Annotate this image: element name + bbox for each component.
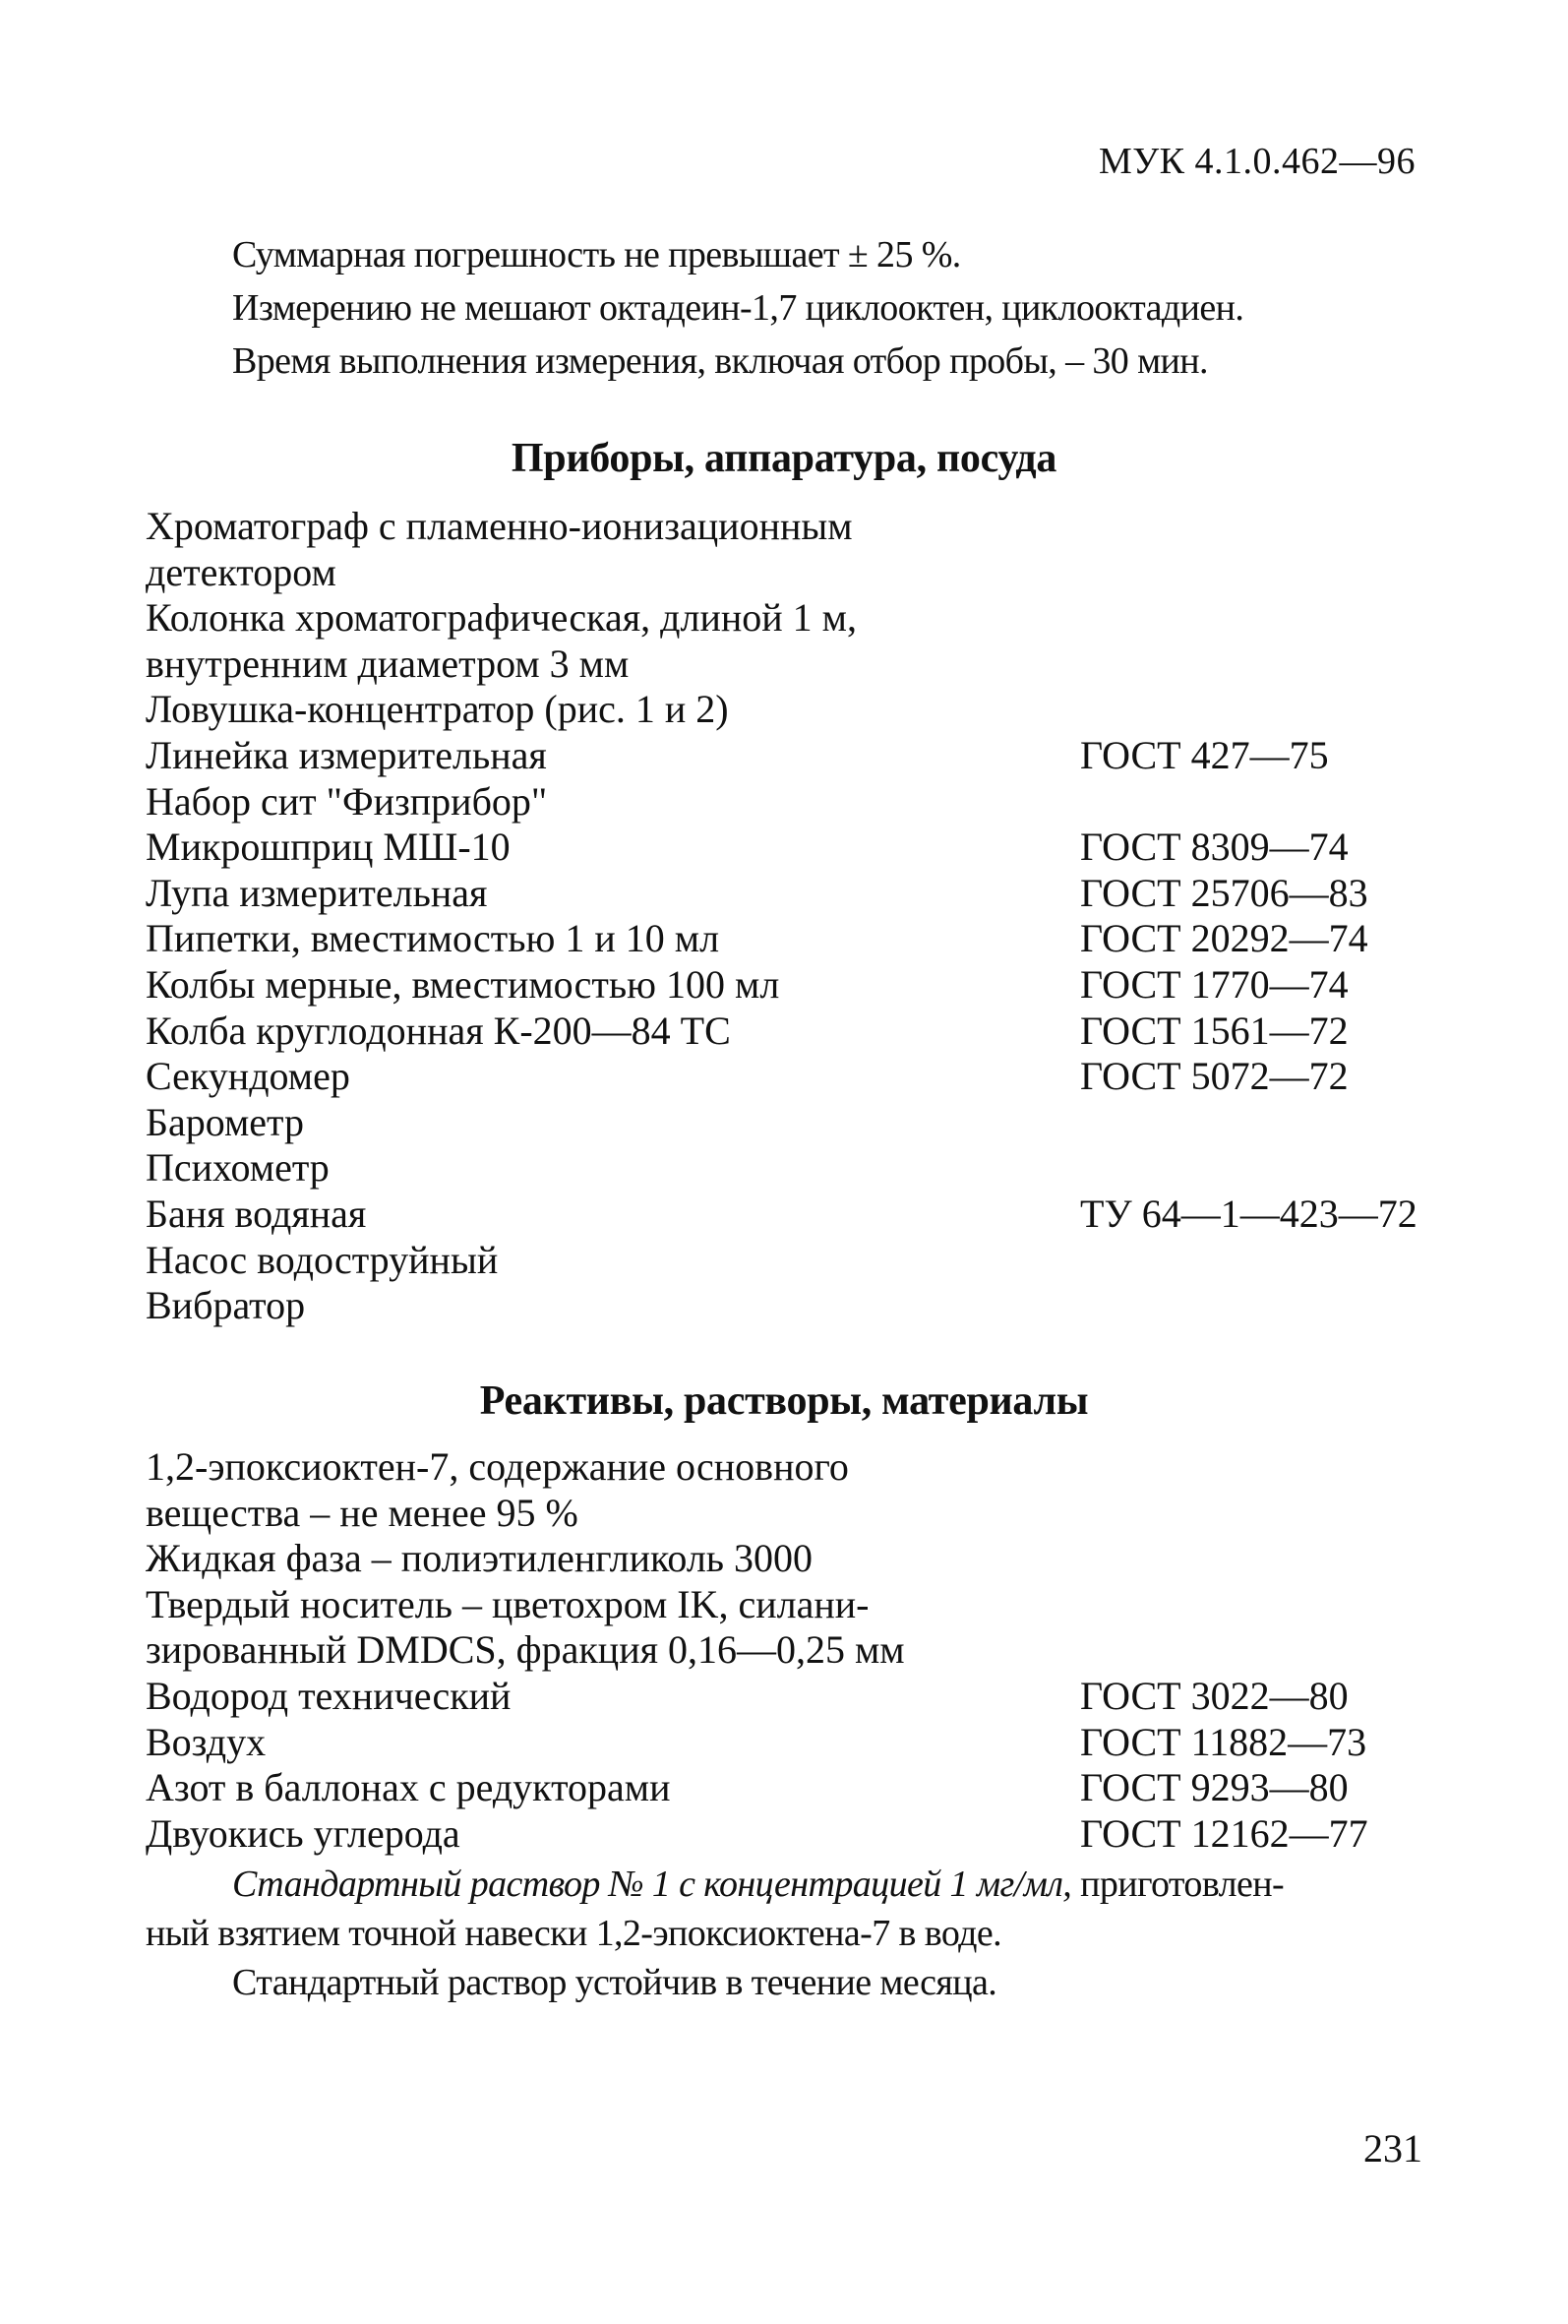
equipment-row bbox=[146, 733, 1424, 779]
reagents-item-name: Жидкая фаза – полиэтиленгликоль 3000 bbox=[146, 1536, 814, 1581]
reagents-row bbox=[146, 1674, 1424, 1720]
intro-line: Время выполнения измерения, включая отбор пробы, – 30 мин. bbox=[232, 340, 1208, 382]
reagents-row bbox=[146, 1627, 1424, 1674]
equipment-item-standard: ГОСТ 20292—74 bbox=[1080, 916, 1368, 961]
reagents-item-name: вещества – не менее 95 % bbox=[146, 1490, 578, 1535]
equipment-row bbox=[146, 504, 1424, 550]
equipment-section-title: Приборы, аппаратура, посуда bbox=[511, 436, 1057, 481]
equipment-item-name: Пипетки, вместимостью 1 и 10 мл bbox=[146, 916, 720, 961]
equipment-row bbox=[146, 1283, 1424, 1329]
equipment-item-name: внутренним диаметром 3 мм bbox=[146, 641, 630, 686]
equipment-item-name: Вибратор bbox=[146, 1283, 306, 1328]
equipment-item-standard: ГОСТ 1770—74 bbox=[1080, 961, 1349, 1007]
intro-line: Суммарная погрешность не превышает ± 25 %. bbox=[232, 234, 961, 275]
reagents-item-standard: ГОСТ 11882—73 bbox=[1080, 1719, 1367, 1764]
equipment-row bbox=[146, 1009, 1424, 1055]
equipment-item-name: Колонка хроматографическая, длиной 1 м, bbox=[146, 595, 857, 641]
stability-text: Стандартный раствор устойчив в течение месяца. bbox=[232, 1962, 997, 2003]
reagents-item-name: Водород технический bbox=[146, 1673, 512, 1718]
equipment-row bbox=[146, 687, 1424, 733]
reagents-item-standard: ГОСТ 3022—80 bbox=[1080, 1673, 1349, 1718]
equipment-row bbox=[146, 962, 1424, 1009]
equipment-item-standard: ГОСТ 8309—74 bbox=[1080, 825, 1349, 870]
equipment-item-name: Насос водоструйный bbox=[146, 1237, 499, 1282]
equipment-row bbox=[146, 642, 1424, 688]
equipment-list bbox=[146, 504, 1424, 1329]
reagents-item-name: Двуокись углерода bbox=[146, 1810, 460, 1856]
equipment-item-standard: ГОСТ 25706—83 bbox=[1080, 870, 1368, 915]
equipment-item-name: детектором bbox=[146, 549, 336, 594]
equipment-row bbox=[146, 1238, 1424, 1284]
intro-line: Измерению не мешают октадеин-1,7 циклооктен, циклооктадиен. bbox=[232, 287, 1244, 329]
reagents-row bbox=[146, 1720, 1424, 1766]
reagents-item-name: Воздух bbox=[146, 1719, 267, 1764]
equipment-item-name: Психометр bbox=[146, 1145, 330, 1191]
equipment-item-standard: ТУ 64—1—423—72 bbox=[1080, 1191, 1417, 1236]
equipment-item-standard: ГОСТ 5072—72 bbox=[1080, 1054, 1349, 1099]
equipment-row bbox=[146, 1100, 1424, 1146]
reagents-section-title: Реактивы, растворы, материалы bbox=[479, 1378, 1089, 1424]
reagents-item-name: Твердый носитель – цветохром IK, силани- bbox=[146, 1581, 870, 1626]
equipment-row bbox=[146, 825, 1424, 871]
equipment-item-name: Набор сит "Физприбор" bbox=[146, 778, 548, 824]
equipment-item-name: Микрошприц МШ-10 bbox=[146, 825, 511, 870]
equipment-row bbox=[146, 871, 1424, 917]
reagents-item-name: зированный DMDCS, фракция 0,16—0,25 мм bbox=[146, 1627, 905, 1673]
equipment-item-standard: ГОСТ 1561—72 bbox=[1080, 1008, 1349, 1053]
equipment-item-name: Колбы мерные, вместимостью 100 мл bbox=[146, 961, 780, 1007]
equipment-item-name: Лупа измерительная bbox=[146, 870, 488, 915]
page-number: 231 bbox=[1363, 2126, 1422, 2171]
equipment-item-name: Колба круглодонная К-200—84 ТС bbox=[146, 1008, 731, 1053]
equipment-item-name: Баня водяная bbox=[146, 1191, 367, 1236]
standard-solution-term: Стандартный раствор № 1 с концентрацией 1 мг/мл, bbox=[232, 1864, 1072, 1905]
reagents-row bbox=[146, 1491, 1424, 1537]
reagents-row bbox=[146, 1765, 1424, 1811]
standard-solution-line bbox=[146, 1860, 1436, 1909]
standard-solution-line-2: ный взятием точной навески 1,2-эпоксиоктена-7 в воде. bbox=[146, 1913, 1002, 1954]
reagents-item-name: 1,2-эпоксиоктен-7, содержание основного bbox=[146, 1444, 849, 1489]
equipment-item-name: Хроматограф с пламенно-ионизационным bbox=[146, 504, 853, 548]
reagents-row bbox=[146, 1444, 1424, 1491]
equipment-row bbox=[146, 595, 1424, 642]
document-code: МУК 4.1.0.462—96 bbox=[1098, 141, 1416, 182]
equipment-item-standard: ГОСТ 427—75 bbox=[1080, 732, 1329, 777]
equipment-item-name: Ловушка-концентратор (рис. 1 и 2) bbox=[146, 687, 729, 732]
reagents-item-standard: ГОСТ 9293—80 bbox=[1080, 1765, 1349, 1810]
equipment-row bbox=[146, 1145, 1424, 1192]
equipment-row bbox=[146, 916, 1424, 962]
equipment-row bbox=[146, 550, 1424, 596]
intro-paragraphs bbox=[232, 228, 1442, 388]
reagents-row bbox=[146, 1582, 1424, 1628]
standard-solution-text: приготовлен- bbox=[1071, 1864, 1285, 1905]
reagents-list bbox=[146, 1444, 1424, 1857]
reagents-item-name: Азот в баллонах с редукторами bbox=[146, 1765, 671, 1810]
equipment-row bbox=[146, 779, 1424, 826]
standard-solution-note bbox=[146, 1860, 1436, 2007]
reagents-row bbox=[146, 1536, 1424, 1582]
stability-note bbox=[146, 1958, 1436, 2007]
equipment-item-name: Барометр bbox=[146, 1099, 304, 1144]
equipment-item-name: Секундомер bbox=[146, 1054, 350, 1099]
equipment-item-name: Линейка измерительная bbox=[146, 732, 547, 777]
reagents-item-standard: ГОСТ 12162—77 bbox=[1080, 1810, 1368, 1856]
reagents-row bbox=[146, 1811, 1424, 1858]
equipment-row bbox=[146, 1192, 1424, 1238]
equipment-row bbox=[146, 1054, 1424, 1100]
